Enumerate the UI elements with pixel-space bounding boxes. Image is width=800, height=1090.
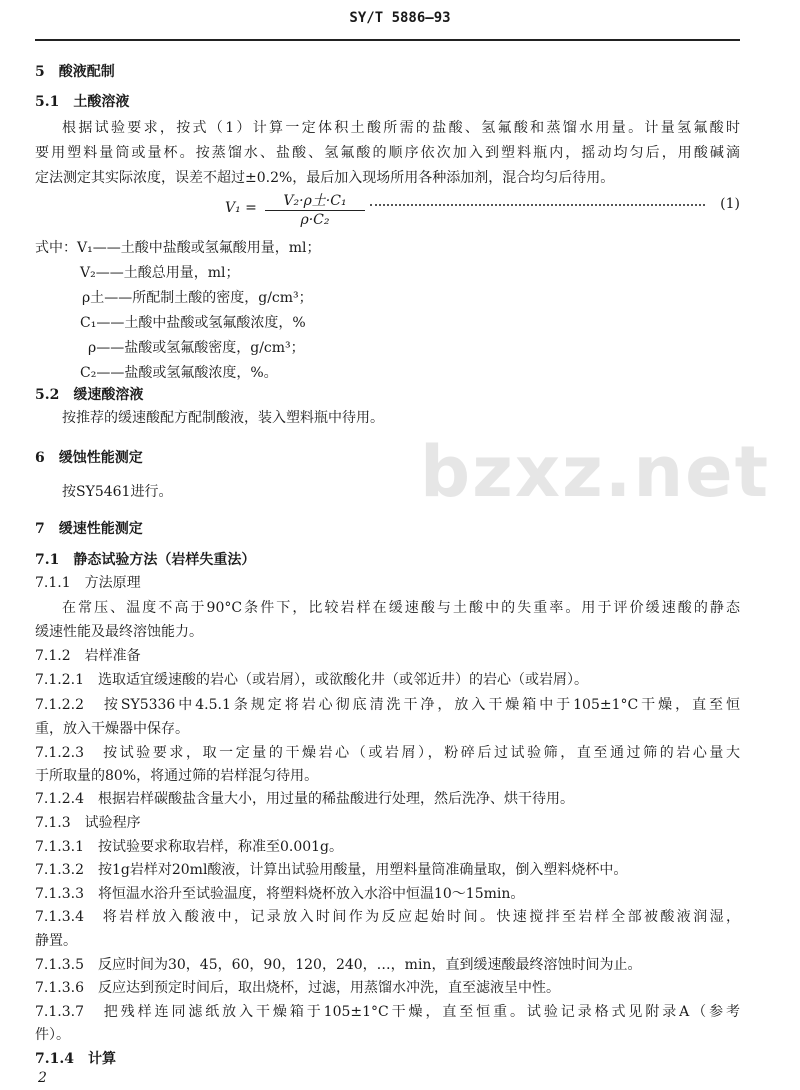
clause-line: 7.1.3.6 反应达到预定时间后，取出烧杯，过滤，用蒸馏水冲洗，直至滤液呈中性。 [35, 980, 560, 996]
formula-1 [225, 192, 740, 232]
formula-numerator: V₂·ρ土·C₁ [265, 192, 365, 211]
section-heading: 7 缓速性能测定 [35, 521, 143, 537]
clause-heading: 7.1.4 计算 [35, 1051, 116, 1067]
clause-heading: 7.1.2 岩样准备 [35, 648, 141, 664]
clause-line: 于所取量的80%，将通过筛的岩样混匀待用。 [35, 768, 319, 784]
equation-number: (1) [720, 196, 740, 212]
variable-definition: C₂——盐酸或氢氟酸浓度，%。 [80, 365, 278, 381]
subsection-heading: 5.2 缓速酸溶液 [35, 387, 144, 403]
section-heading: 5 酸液配制 [35, 64, 115, 80]
paragraph-line: 定法测定其实际浓度，误差不超过±0.2%，最后加入现场所用各种添加剂，混合均匀后待用。 [35, 170, 615, 186]
variable-definition: C₁——土酸中盐酸或氢氟酸浓度，% [80, 315, 306, 331]
clause-heading: 7.1.1 方法原理 [35, 575, 141, 591]
paragraph-line: 按SY5461进行。 [62, 484, 173, 500]
clause-heading: 7.1.3 试验程序 [35, 815, 141, 831]
variable-definition: V₂——土酸总用量，ml； [80, 265, 240, 281]
subsection-heading: 7.1 静态试验方法（岩样失重法） [35, 552, 256, 568]
clause-line: 7.1.3.3 将恒温水浴升至试验温度，将塑料烧杯放入水浴中恒温10～15min。 [35, 886, 525, 902]
paragraph-line: 缓速性能及最终溶蚀能力。 [35, 624, 203, 640]
paragraph-line: 在常压、温度不高于90°C条件下，比较岩样在缓速酸与土酸中的失重率。用于评价缓速酸的静态 [62, 600, 740, 616]
variable-definition: ρ土——所配制土酸的密度，g/cm³； [82, 290, 313, 306]
clause-line: 7.1.3.5 反应时间为30，45，60，90，120，240，…，min，直到缓速酸最终溶蚀时间为止。 [35, 957, 642, 973]
clause-line: 7.1.2.4 根据岩样碳酸盐含量大小，用过量的稀盐酸进行处理，然后洗净、烘干待用。 [35, 791, 574, 807]
paragraph-line: 要用塑料量筒或量杯。按蒸馏水、盐酸、氢氟酸的顺序依次加入到塑料瓶内，摇动均匀后，用酸碱滴 [35, 145, 740, 161]
subsection-heading: 5.1 土酸溶液 [35, 94, 130, 110]
clause-line: 重，放入干燥器中保存。 [35, 721, 189, 737]
clause-line: 7.1.3.1 按试验要求称取岩样，称准至0.001g。 [35, 839, 344, 855]
variable-definition: ρ——盐酸或氢氟酸密度，g/cm³； [88, 340, 305, 356]
clause-line: 7.1.2.3 按试验要求，取一定量的干燥岩心（或岩屑），粉碎后过试验筛，直至通过筛的岩心量大 [35, 745, 740, 761]
clause-line: 7.1.3.7 把残样连同滤纸放入干燥箱于105±1°C干燥，直至恒重。试验记录格式见附录A（参考 [35, 1004, 740, 1020]
variable-definition: 式中：V₁——土酸中盐酸或氢氟酸用量，ml； [35, 240, 321, 256]
paragraph-line: 按推荐的缓速酸配方配制酸液，装入塑料瓶中待用。 [62, 410, 384, 426]
page-number: 2 [38, 1070, 47, 1086]
formula-fraction [265, 192, 365, 229]
paragraph-line: 根据试验要求，按式（1）计算一定体积土酸所需的盐酸、氢氟酸和蒸馏水用量。计量氢氟酸时 [62, 120, 740, 136]
header-rule [35, 39, 740, 41]
formula-lhs: V₁ = [225, 200, 257, 216]
clause-line: 7.1.2.2 按SY5336中4.5.1条规定将岩心彻底清洗干净，放入干燥箱中于105±1°C干燥，直至恒 [35, 697, 740, 713]
standard-header: SY/T 5886—93 [349, 10, 451, 26]
clause-line: 7.1.2.1 选取适宜缓速酸的岩心（或岩屑），或欲酸化井（或邻近井）的岩心（或岩屑）。 [35, 672, 588, 688]
clause-line: 7.1.3.4 将岩样放入酸液中，记录放入时间作为反应起始时间。快速搅拌至岩样全部被酸液润湿， [35, 909, 740, 925]
clause-line: 件）。 [35, 1027, 70, 1043]
section-heading: 6 缓蚀性能测定 [35, 450, 143, 466]
leader-dots [370, 204, 705, 206]
clause-line: 7.1.3.2 按1g岩样对20ml酸液，计算出试验用酸量，用塑料量筒准确量取，倒入塑料烧杯中。 [35, 862, 628, 878]
formula-denominator: ρ·C₂ [300, 212, 330, 228]
clause-line: 静置。 [35, 933, 77, 949]
watermark: bzxz.net [420, 431, 771, 513]
